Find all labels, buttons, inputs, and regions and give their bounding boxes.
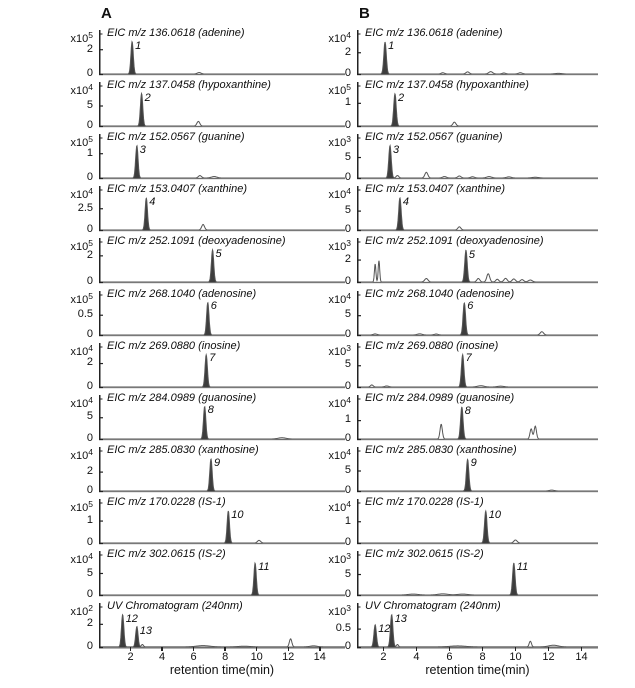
trace-title: EIC m/z 252.1091 (deoxyadenosine) (365, 235, 544, 248)
x-axis-tick-label: 8 (222, 651, 229, 663)
chromatogram-row (295, 76, 598, 132)
peak-number-label: 7 (465, 352, 472, 365)
scale-exponent: 3 (346, 342, 351, 353)
peak-fill-path (357, 459, 598, 491)
x-axis-tick-label: 14 (575, 651, 588, 663)
trace-canvas (357, 597, 598, 649)
peak-number-label: 4 (402, 196, 410, 209)
x-axis-tick-label: 14 (313, 651, 326, 663)
y-axis-scale-label (295, 603, 351, 619)
y-axis-scale-label (37, 498, 93, 514)
trace-plot (357, 493, 598, 545)
y-axis-scale-label (295, 394, 351, 410)
scale-mantissa: x10 (70, 554, 89, 566)
chromatogram-row (295, 389, 598, 444)
x-axis-title: retention time(min) (425, 663, 530, 677)
trace-plot (357, 24, 598, 76)
scale-exponent: 4 (346, 394, 351, 405)
y-axis-zero-label: 0 (86, 640, 93, 653)
peak-number-label: 12 (378, 622, 391, 635)
trace-title: EIC m/z 302.0615 (IS-2) (365, 548, 484, 560)
trace-title: EIC m/z 137.0458 (hypoxanthine) (107, 79, 271, 92)
y-axis-mid-tick-label: 5 (86, 410, 93, 423)
scale-exponent: 3 (346, 603, 351, 614)
trace-title: EIC m/z 153.0407 (xanthine) (107, 183, 248, 196)
trace-title: EIC m/z 269.0880 (inosine) (107, 339, 241, 352)
chromatogram-row (295, 545, 598, 600)
y-axis-mid-tick-label: 1 (86, 146, 93, 159)
scale-exponent: 4 (346, 290, 351, 301)
y-axis-zero-label: 0 (344, 223, 351, 236)
peak-number-label: 1 (388, 40, 395, 53)
trace-path (357, 354, 598, 386)
x-axis-tick-label: 10 (509, 651, 522, 663)
scale-mantissa: x10 (70, 397, 89, 410)
y-axis-scale-label (295, 186, 351, 202)
peak-number-label: 8 (207, 404, 214, 417)
trace-path (357, 404, 598, 439)
y-axis-zero-label: 0 (344, 275, 351, 288)
peak-number-label: 6 (467, 300, 474, 313)
peak-number-label: 11 (516, 561, 529, 573)
x-axis-tick-label: 2 (127, 651, 134, 663)
scale-exponent: 4 (346, 446, 351, 457)
scale-exponent: 4 (88, 446, 93, 457)
trace-title: EIC m/z 136.0618 (adenine) (365, 27, 503, 39)
y-axis-scale-label (37, 82, 93, 98)
peak-number-label: 3 (393, 143, 400, 156)
peak-fill-path (357, 248, 598, 283)
y-axis-mid-tick-label: 2 (86, 42, 93, 55)
x-axis-tick-label: 2 (380, 651, 387, 663)
y-axis-zero-label: 0 (344, 640, 351, 653)
y-axis-mid-tick-label: 5 (344, 308, 351, 321)
x-axis-tick-label: 4 (413, 651, 420, 663)
peak-number-label: 11 (258, 561, 270, 574)
trace-title: EIC m/z 284.0989 (guanosine) (107, 391, 257, 404)
trace-canvas (357, 285, 598, 337)
y-axis-scale-label (295, 238, 351, 254)
trace-title: EIC m/z 268.1040 (adenosine) (365, 287, 515, 300)
chromatogram-row (295, 180, 598, 236)
y-axis-mid-tick-label: 5 (86, 99, 93, 112)
scale-mantissa: x10 (328, 241, 347, 254)
scale-mantissa: x10 (328, 397, 347, 410)
peak-number-label: 2 (144, 91, 151, 104)
trace-title: EIC m/z 285.0830 (xanthosine) (107, 443, 259, 456)
y-axis-scale-label (37, 446, 93, 462)
trace-canvas (357, 180, 598, 232)
scale-exponent: 5 (346, 82, 351, 93)
trace-path (357, 508, 598, 543)
y-axis-zero-label: 0 (344, 431, 351, 444)
y-axis-scale-label (37, 394, 93, 410)
peak-number-label: 7 (209, 352, 216, 365)
y-axis-scale-label (295, 134, 351, 150)
chromatogram-row (295, 441, 598, 496)
trace-title: EIC m/z 137.0458 (hypoxanthine) (365, 79, 529, 92)
peak-number-label: 4 (149, 196, 156, 209)
scale-mantissa: x10 (328, 137, 347, 150)
scale-mantissa: x10 (70, 501, 89, 514)
scale-mantissa: x10 (328, 33, 347, 45)
scale-mantissa: x10 (328, 501, 347, 514)
y-axis-zero-label: 0 (86, 535, 93, 548)
scale-exponent: 2 (88, 603, 93, 614)
scale-mantissa: x10 (328, 345, 347, 358)
trace-canvas (357, 441, 598, 493)
scale-mantissa: x10 (70, 189, 89, 202)
peak-fill-path (357, 404, 598, 439)
y-axis-zero-label: 0 (344, 483, 351, 496)
y-axis-scale-label (295, 30, 351, 45)
peak-fill-path (357, 198, 598, 230)
y-axis-zero-label: 0 (86, 327, 93, 340)
trace-canvas (357, 545, 598, 597)
y-axis-mid-tick-label: 2 (86, 617, 93, 630)
peak-number-label: 9 (214, 456, 221, 469)
y-axis-scale-label (295, 551, 351, 566)
trace-title: EIC m/z 269.0880 (inosine) (365, 339, 499, 352)
trace-title: EIC m/z 153.0407 (xanthine) (365, 183, 506, 196)
scale-mantissa: x10 (70, 241, 89, 254)
y-axis-mid-tick-label: 5 (344, 204, 351, 217)
trace-canvas (357, 493, 598, 545)
y-axis-mid-tick-label: 2 (86, 356, 93, 369)
scale-exponent: 4 (88, 394, 93, 405)
y-axis-mid-tick-label: 2 (344, 253, 351, 266)
chromatogram-row (295, 493, 598, 548)
trace-path (357, 563, 598, 595)
y-axis-zero-label: 0 (344, 535, 351, 548)
peak-number-label: 10 (488, 508, 502, 521)
trace-plot (357, 389, 598, 441)
y-axis-scale-label (295, 82, 351, 98)
scale-exponent: 5 (88, 290, 93, 301)
y-axis-zero-label: 0 (86, 431, 93, 444)
x-axis-tick-label: 8 (479, 651, 486, 663)
chromatogram-row (295, 597, 598, 653)
scale-exponent: 5 (88, 134, 93, 145)
trace-title: UV Chromatogram (240nm) (365, 600, 501, 613)
x-axis-tick-label: 10 (250, 651, 263, 663)
peak-number-label: 5 (215, 248, 222, 261)
y-axis-zero-label: 0 (86, 67, 93, 79)
scale-mantissa: x10 (70, 293, 89, 306)
y-axis-mid-tick-label: 1 (86, 513, 93, 526)
scale-mantissa: x10 (328, 554, 347, 566)
scale-exponent: 4 (346, 498, 351, 509)
x-axis-tick-label: 6 (446, 651, 453, 663)
chromatogram-row (295, 24, 598, 79)
y-axis-scale-label (37, 603, 93, 619)
peak-fill-path (357, 303, 598, 335)
y-axis-mid-tick-label: 5 (86, 566, 93, 579)
trace-title: EIC m/z 136.0618 (adenine) (107, 27, 245, 39)
scale-exponent: 5 (88, 498, 93, 509)
panel-a-label: A (101, 5, 112, 22)
peak-number-label: 5 (468, 248, 476, 261)
y-axis-mid-tick-label: 2 (86, 249, 93, 262)
x-axis-title: retention time(min) (169, 663, 275, 677)
y-axis-mid-tick-label: 2.5 (77, 202, 93, 215)
y-axis-mid-tick-label: 5 (344, 567, 351, 580)
peak-number-label: 10 (231, 508, 244, 521)
peak-fill-path (357, 508, 598, 543)
trace-plot (357, 441, 598, 493)
scale-exponent: 4 (88, 551, 93, 561)
chromatogram-row (295, 285, 598, 340)
peak-fill-path (357, 354, 598, 387)
trace-plot (357, 232, 598, 284)
scale-exponent: 3 (346, 134, 351, 145)
trace-title: EIC m/z 284.0989 (guanosine) (365, 391, 515, 404)
y-axis-zero-label: 0 (86, 275, 93, 288)
y-axis-zero-label: 0 (86, 588, 93, 600)
y-axis-mid-tick-label: 1 (344, 96, 351, 109)
trace-canvas (357, 232, 598, 284)
y-axis-zero-label: 0 (344, 588, 351, 600)
peak-number-label: 3 (139, 143, 146, 156)
scale-mantissa: x10 (328, 189, 347, 202)
scale-exponent: 5 (88, 238, 93, 249)
trace-plot (357, 180, 598, 232)
y-axis-mid-tick-label: 2 (86, 464, 93, 477)
scale-exponent: 3 (346, 238, 351, 249)
trace-title: EIC m/z 170.0228 (IS-1) (365, 495, 484, 508)
peak-number-label: 13 (139, 624, 153, 637)
trace-title: EIC m/z 285.0830 (xanthosine) (365, 443, 517, 456)
scale-mantissa: x10 (328, 293, 347, 306)
y-axis-scale-label (295, 342, 351, 358)
y-axis-mid-tick-label: 5 (344, 150, 351, 163)
scale-mantissa: x10 (70, 85, 89, 98)
y-axis-zero-label: 0 (344, 119, 351, 132)
scale-mantissa: x10 (70, 606, 89, 619)
trace-title: EIC m/z 252.1091 (deoxyadenosine) (107, 235, 286, 248)
trace-canvas (357, 337, 598, 389)
peak-number-label: 1 (135, 39, 142, 52)
scale-mantissa: x10 (70, 345, 89, 358)
scale-exponent: 3 (346, 551, 351, 561)
y-axis-mid-tick-label: 1 (344, 413, 351, 426)
trace-title: EIC m/z 152.0567 (guanine) (365, 131, 503, 144)
chromatogram-row (295, 337, 598, 392)
y-axis-mid-tick-label: 5 (344, 463, 351, 476)
scale-mantissa: x10 (70, 33, 89, 45)
trace-plot (357, 597, 598, 649)
y-axis-scale-label (37, 551, 93, 566)
y-axis-mid-tick-label: 2 (344, 45, 351, 58)
trace-plot (357, 285, 598, 337)
trace-title: EIC m/z 170.0228 (IS-1) (107, 495, 226, 508)
scale-mantissa: x10 (328, 606, 347, 619)
x-axis-tick-label: 12 (282, 651, 295, 663)
peak-number-label: 2 (398, 91, 405, 104)
y-axis-zero-label: 0 (344, 327, 351, 340)
scale-exponent: 4 (346, 30, 351, 40)
scale-mantissa: x10 (328, 85, 347, 98)
trace-plot (357, 76, 598, 128)
scale-exponent: 4 (88, 342, 93, 353)
y-axis-zero-label: 0 (86, 483, 93, 496)
y-axis-scale-label (295, 290, 351, 306)
scale-exponent: 4 (346, 186, 351, 197)
trace-plot (357, 128, 598, 180)
trace-canvas (357, 389, 598, 441)
x-axis-tick-label: 12 (542, 651, 555, 663)
x-axis-tick-label: 6 (190, 651, 197, 663)
y-axis-scale-label (37, 290, 93, 306)
y-axis-mid-tick-label: 1 (344, 514, 351, 527)
peak-fill-path (357, 563, 598, 595)
peak-number-label: 13 (394, 612, 407, 625)
y-axis-zero-label: 0 (344, 379, 351, 392)
y-axis-zero-label: 0 (344, 67, 351, 79)
y-axis-zero-label: 0 (344, 171, 351, 184)
scale-exponent: 5 (88, 30, 93, 40)
y-axis-zero-label: 0 (86, 119, 93, 132)
trace-title: EIC m/z 152.0567 (guanine) (107, 131, 245, 144)
y-axis-zero-label: 0 (86, 223, 93, 236)
y-axis-mid-tick-label: 0.5 (77, 307, 93, 320)
x-axis-tick-label: 4 (159, 651, 166, 663)
y-axis-mid-tick-label: 0.5 (335, 622, 351, 635)
scale-mantissa: x10 (70, 449, 89, 462)
trace-plot (357, 337, 598, 389)
chromatogram-row (295, 232, 598, 288)
y-axis-zero-label: 0 (86, 171, 93, 184)
peak-number-label: 9 (470, 457, 477, 470)
peak-number-label: 12 (125, 612, 138, 625)
trace-title: EIC m/z 302.0615 (IS-2) (107, 548, 226, 560)
trace-plot (357, 545, 598, 597)
trace-path (357, 459, 598, 491)
y-axis-scale-label (295, 498, 351, 514)
trace-title: UV Chromatogram (240nm) (107, 600, 243, 613)
scale-exponent: 4 (88, 82, 93, 93)
y-axis-mid-tick-label: 5 (344, 358, 351, 371)
trace-path (357, 248, 598, 283)
trace-title: EIC m/z 268.1040 (adenosine) (107, 287, 257, 300)
scale-mantissa: x10 (70, 137, 89, 150)
scale-exponent: 4 (88, 186, 93, 197)
peak-number-label: 8 (464, 404, 471, 417)
y-axis-zero-label: 0 (86, 379, 93, 392)
y-axis-scale-label (295, 446, 351, 462)
scale-mantissa: x10 (328, 449, 347, 462)
panel-b-label: B (359, 5, 370, 22)
trace-path (357, 198, 598, 230)
chromatogram-row (295, 128, 598, 184)
y-axis-scale-label (37, 186, 93, 202)
peak-number-label: 6 (210, 300, 217, 313)
trace-canvas (357, 76, 598, 128)
trace-path (357, 303, 598, 335)
